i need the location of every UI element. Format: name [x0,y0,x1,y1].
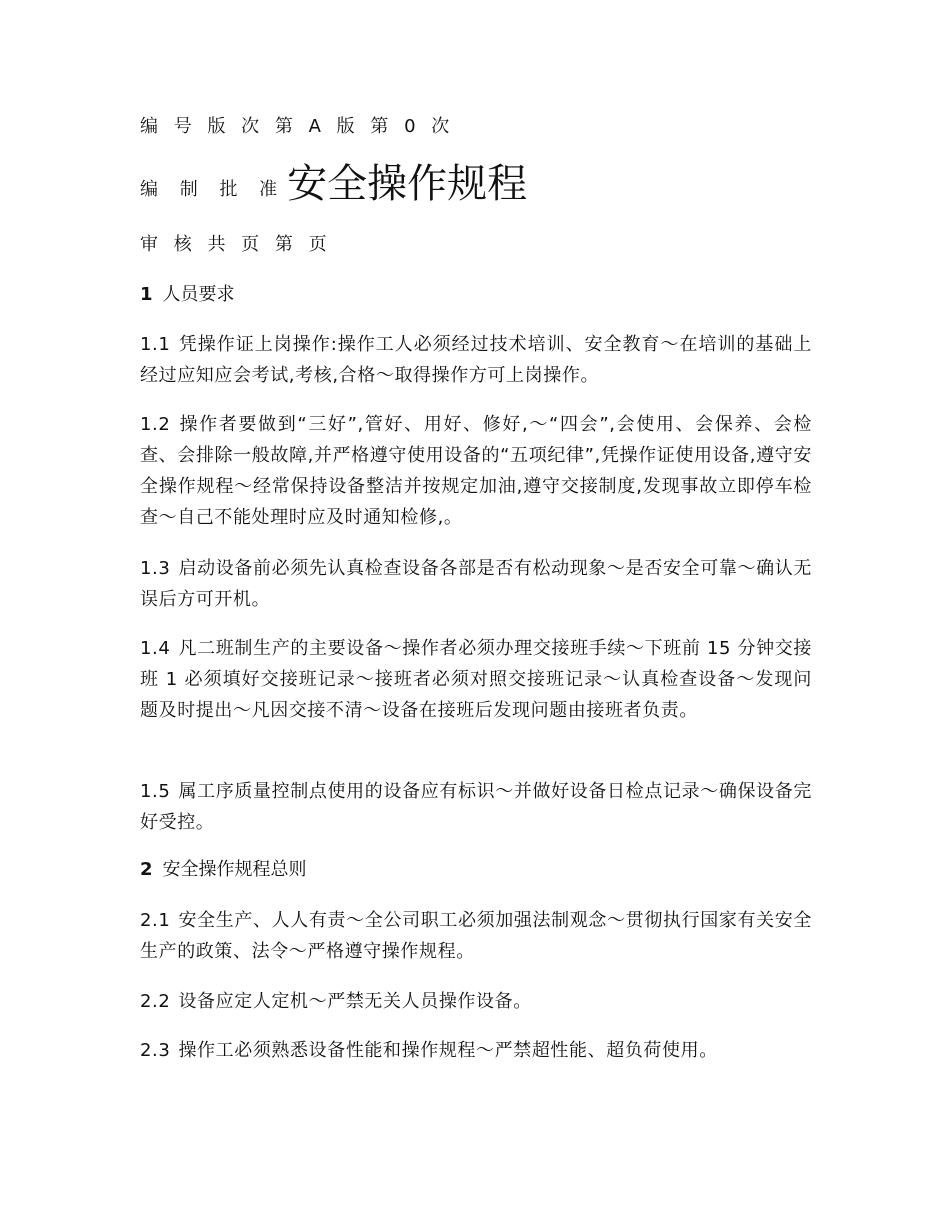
clause-text: 属工序质量控制点使用的设备应有标识～并做好设备日检点记录～确保设备完好受控。 [140,781,812,833]
clause-text: 启动设备前必须先认真检查设备各部是否有松动现象～是否安全可靠～确认无误后方可开机。 [140,558,812,610]
doc-meta-line-3: 审 核 共 页 第 页 [140,234,332,255]
section-number: 1 [140,284,153,305]
doc-meta-line-1: 编 号 版 次 第 A 版 第 0 次 [140,116,455,137]
clause-text: 操作者要做到“三好”,管好、用好、修好,～“四会”,会使用、会保养、会检查、会排除一般故障,并严格遵守使用设备的“五项纪律”,凭操作证使用设备,遵守安全操作规程～经常保持设备整洁并按规定加油,遵守交接制度,发现事故立即停车检查～自己不能处理时应及时通知检修,。 [140,414,812,528]
clause-text: 凭操作证上岗操作:操作工人必须经过技术培训、安全教育～在培训的基础上经过应知应会考试,考核,合格～取得操作方可上岗操作。 [140,334,812,386]
clause-paragraph [140,986,812,1017]
clause-paragraph [140,633,812,726]
clause-number: 1.5 [140,781,171,802]
clause-number: 1.2 [140,414,171,435]
section-title: 安全操作规程总则 [162,859,307,880]
section-heading [140,283,235,307]
document-title: 安全操作规程 [287,161,528,207]
clause-paragraph [140,776,812,838]
section-heading [140,858,307,882]
clause-number: 2.1 [140,910,171,931]
clause-paragraph [140,329,812,391]
doc-meta-line-2-label: 编 制 批 准 [140,179,286,200]
section-number: 2 [140,859,153,880]
doc-title-line [140,160,527,208]
clause-paragraph [140,553,812,615]
clause-number: 1.1 [140,334,171,355]
clause-paragraph [140,1035,812,1066]
clause-number: 2.2 [140,991,171,1012]
clause-text: 凡二班制生产的主要设备～操作者必须办理交接班手续～下班前 15 分钟交接班 1 必须填好交接班记录～接班者必须对照交接班记录～认真检查设备～发现问题及时提出～凡因交接不清～设备在接班后发现问题由接班者负责。 [140,638,812,721]
section-title: 人员要求 [162,284,235,305]
clause-paragraph [140,905,812,967]
clause-text: 操作工必须熟悉设备性能和操作规程～严禁超性能、超负荷使用。 [178,1040,718,1061]
clause-number: 1.4 [140,638,171,659]
clause-text: 安全生产、人人有责～全公司职工必须加强法制观念～贯彻执行国家有关安全生产的政策、法令～严格遵守操作规程。 [140,910,812,962]
clause-paragraph [140,409,812,533]
clause-text: 设备应定人定机～严禁无关人员操作设备。 [178,991,532,1012]
clause-number: 2.3 [140,1040,171,1061]
clause-number: 1.3 [140,558,171,579]
